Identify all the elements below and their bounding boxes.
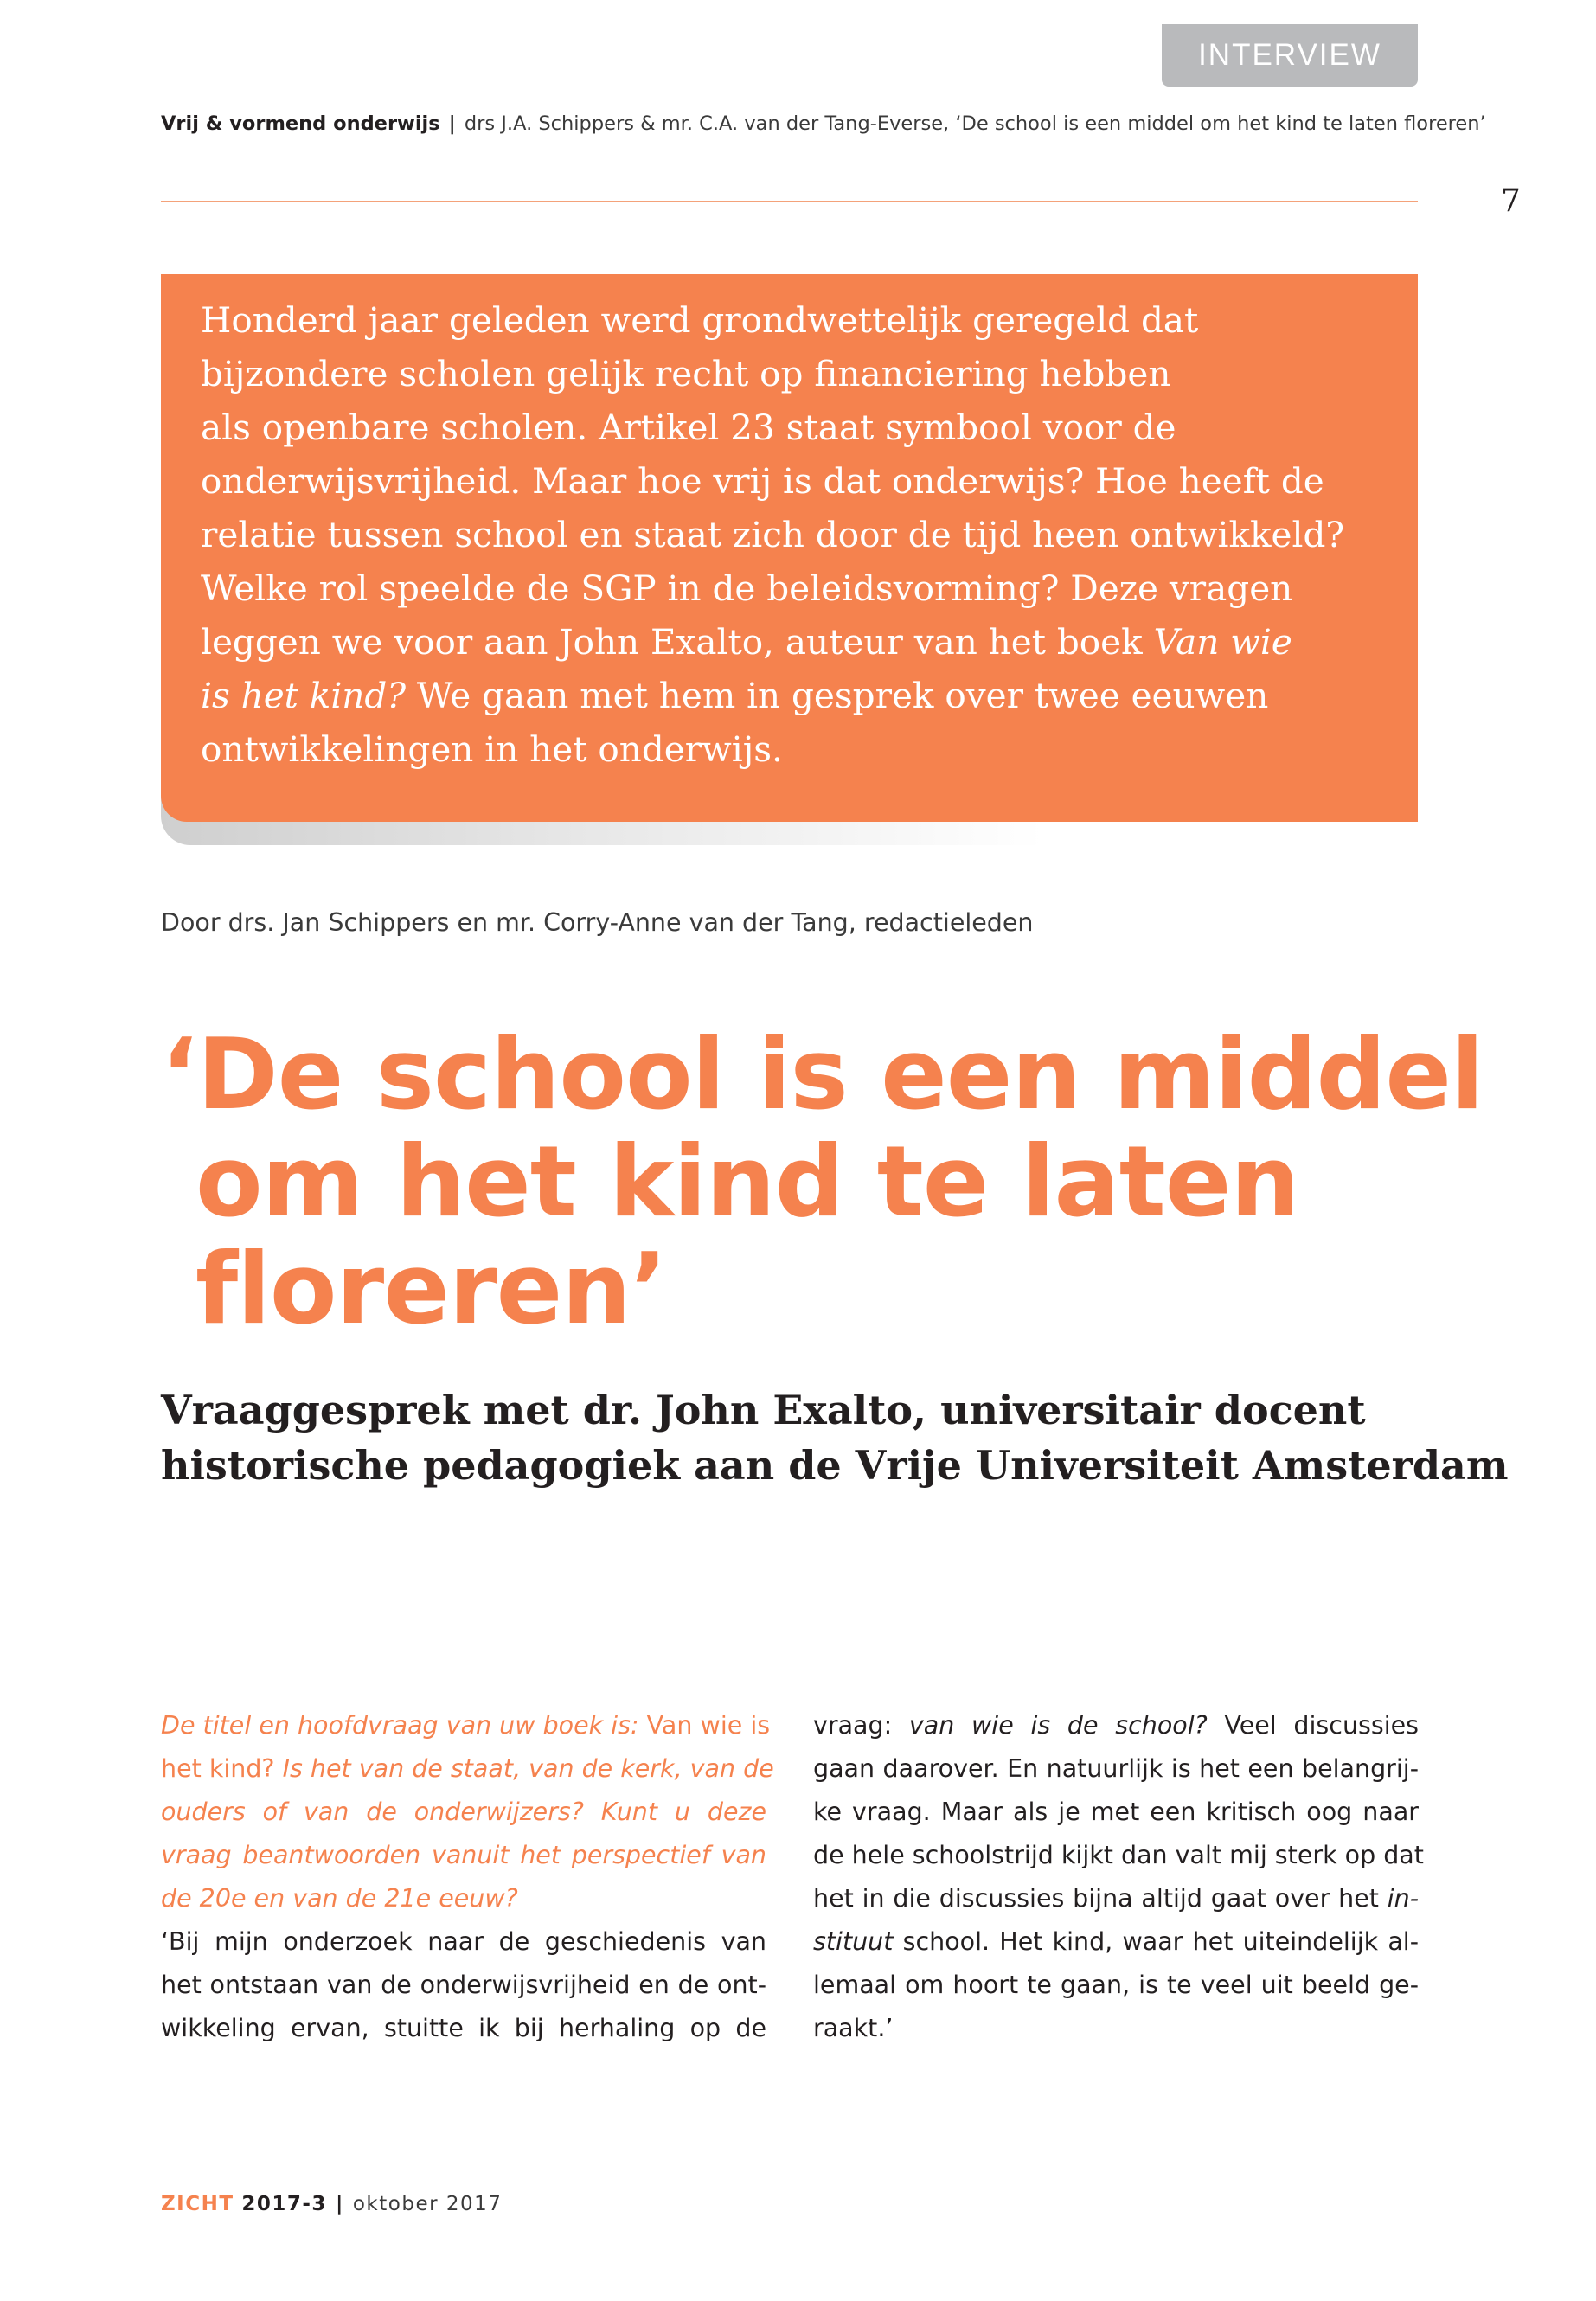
- question-upright: het kind?: [161, 1754, 275, 1783]
- answer-italic: van wie is de school?: [908, 1711, 1208, 1740]
- intro-line: Welke rol speelde de SGP in de beleidsvorming? Deze vragen: [201, 567, 1293, 609]
- answer-line: [813, 1704, 1419, 1747]
- page-footer: [161, 2193, 502, 2215]
- question-italic: vraag beantwoorden vanuit het perspectief van: [161, 1841, 766, 1869]
- book-title: Van wie: [1153, 621, 1292, 663]
- section-tab-interview: INTERVIEW: [1162, 24, 1418, 87]
- header-rule: [161, 201, 1418, 202]
- answer-text: vraag:: [813, 1711, 909, 1740]
- answer-line: lemaal om hoort te gaan, is te veel uit beeld ge-: [813, 1971, 1419, 1999]
- series-title: Vrij & vormend onderwijs: [161, 112, 440, 135]
- question-line: [161, 1791, 766, 1834]
- answer-line: [813, 1877, 1419, 1920]
- question-italic: Is het van de staat, van de kerk, van de: [274, 1754, 774, 1783]
- headline: [161, 1017, 1484, 1346]
- intro-line: als openbare scholen. Artikel 23 staat symbool voor de: [201, 407, 1176, 448]
- intro-line: onderwijsvrijheid. Maar hoe vrij is dat onderwijs? Hoe heeft de: [201, 460, 1324, 502]
- book-title: is het kind?: [201, 675, 407, 716]
- answer-line: het ontstaan van de onderwijsvrijheid en de ont-: [161, 1971, 766, 1999]
- footer-separator: |: [335, 2193, 344, 2215]
- issue-date: oktober 2017: [352, 2193, 503, 2215]
- byline: Door drs. Jan Schippers en mr. Corry-Anne van der Tang, redactieleden: [161, 908, 1034, 937]
- intro-box: [161, 274, 1418, 822]
- question-line: [161, 1834, 766, 1877]
- answer-text: school. Het kind, waar het uiteindelijk al-: [893, 1927, 1419, 1956]
- question-italic: de 20e en van de 21e eeuw?: [161, 1884, 518, 1913]
- intro-line: relatie tussen school en staat zich door de tijd heen ontwikkeld?: [201, 514, 1345, 555]
- answer-line: gaan daarover. En natuurlijk is het een belangrij-: [813, 1754, 1419, 1783]
- running-head: [161, 112, 1486, 135]
- headline-line: ‘De school is een middel: [161, 1017, 1484, 1131]
- answer-line: de hele schoolstrijd kijkt dan valt mij sterk op dat: [813, 1841, 1424, 1869]
- question-line: [161, 1704, 771, 1747]
- headline-line: floreren’: [195, 1232, 667, 1346]
- question-line: [161, 1877, 766, 1920]
- question-italic: De titel en hoofdvraag van uw boek is:: [161, 1711, 639, 1740]
- answer-line: [813, 1920, 1419, 1964]
- question-upright: Van wie is: [638, 1711, 771, 1740]
- question-italic: ouders of van de onderwijzers? Kunt u deze: [161, 1798, 766, 1826]
- answer-italic: stituut: [813, 1927, 894, 1956]
- answer-text: Veel discussies: [1207, 1711, 1419, 1740]
- intro-line: ontwikkelingen in het onderwijs.: [201, 728, 783, 770]
- page-number: 7: [1501, 183, 1521, 219]
- article-reference: drs J.A. Schippers & mr. C.A. van der Tang-Everse, ‘De school is een middel om het kind te laten floreren’: [464, 112, 1486, 135]
- intro-line: leggen we voor aan John Exalto, auteur van het boek: [201, 621, 1154, 663]
- running-head-separator: |: [448, 112, 456, 135]
- issue-number: 2017-3: [241, 2193, 327, 2215]
- magazine-name: ZICHT: [161, 2193, 234, 2215]
- intro-line: Honderd jaar geleden werd grondwettelijk geregeld dat: [201, 299, 1199, 341]
- headline-line: om het kind te laten: [195, 1125, 1299, 1239]
- body-column-left: [161, 1704, 774, 2050]
- intro-line: bijzondere scholen gelijk recht op financiering hebben: [201, 353, 1171, 394]
- answer-line: wikkeling ervan, stuitte ik bij herhaling op de: [161, 2014, 766, 2042]
- answer-line: ‘Bij mijn onderzoek naar de geschiedenis van: [161, 1927, 766, 1956]
- body-column-right: [813, 1704, 1424, 2050]
- answer-italic: in-: [1387, 1884, 1419, 1913]
- intro-text: [201, 293, 1394, 776]
- answer-text: het in die discussies bijna altijd gaat over het: [813, 1884, 1388, 1913]
- intro-line: We gaan met hem in gesprek over twee eeuwen: [406, 675, 1269, 716]
- subtitle-line: Vraaggesprek met dr. John Exalto, universitair docent: [161, 1387, 1366, 1433]
- question-line: [161, 1747, 774, 1791]
- answer-line: raakt.’: [813, 2014, 894, 2042]
- subtitle: [161, 1382, 1509, 1493]
- answer-line: ke vraag. Maar als je met een kritisch oog naar: [813, 1798, 1419, 1826]
- subtitle-line: historische pedagogiek aan de Vrije Universiteit Amsterdam: [161, 1442, 1509, 1489]
